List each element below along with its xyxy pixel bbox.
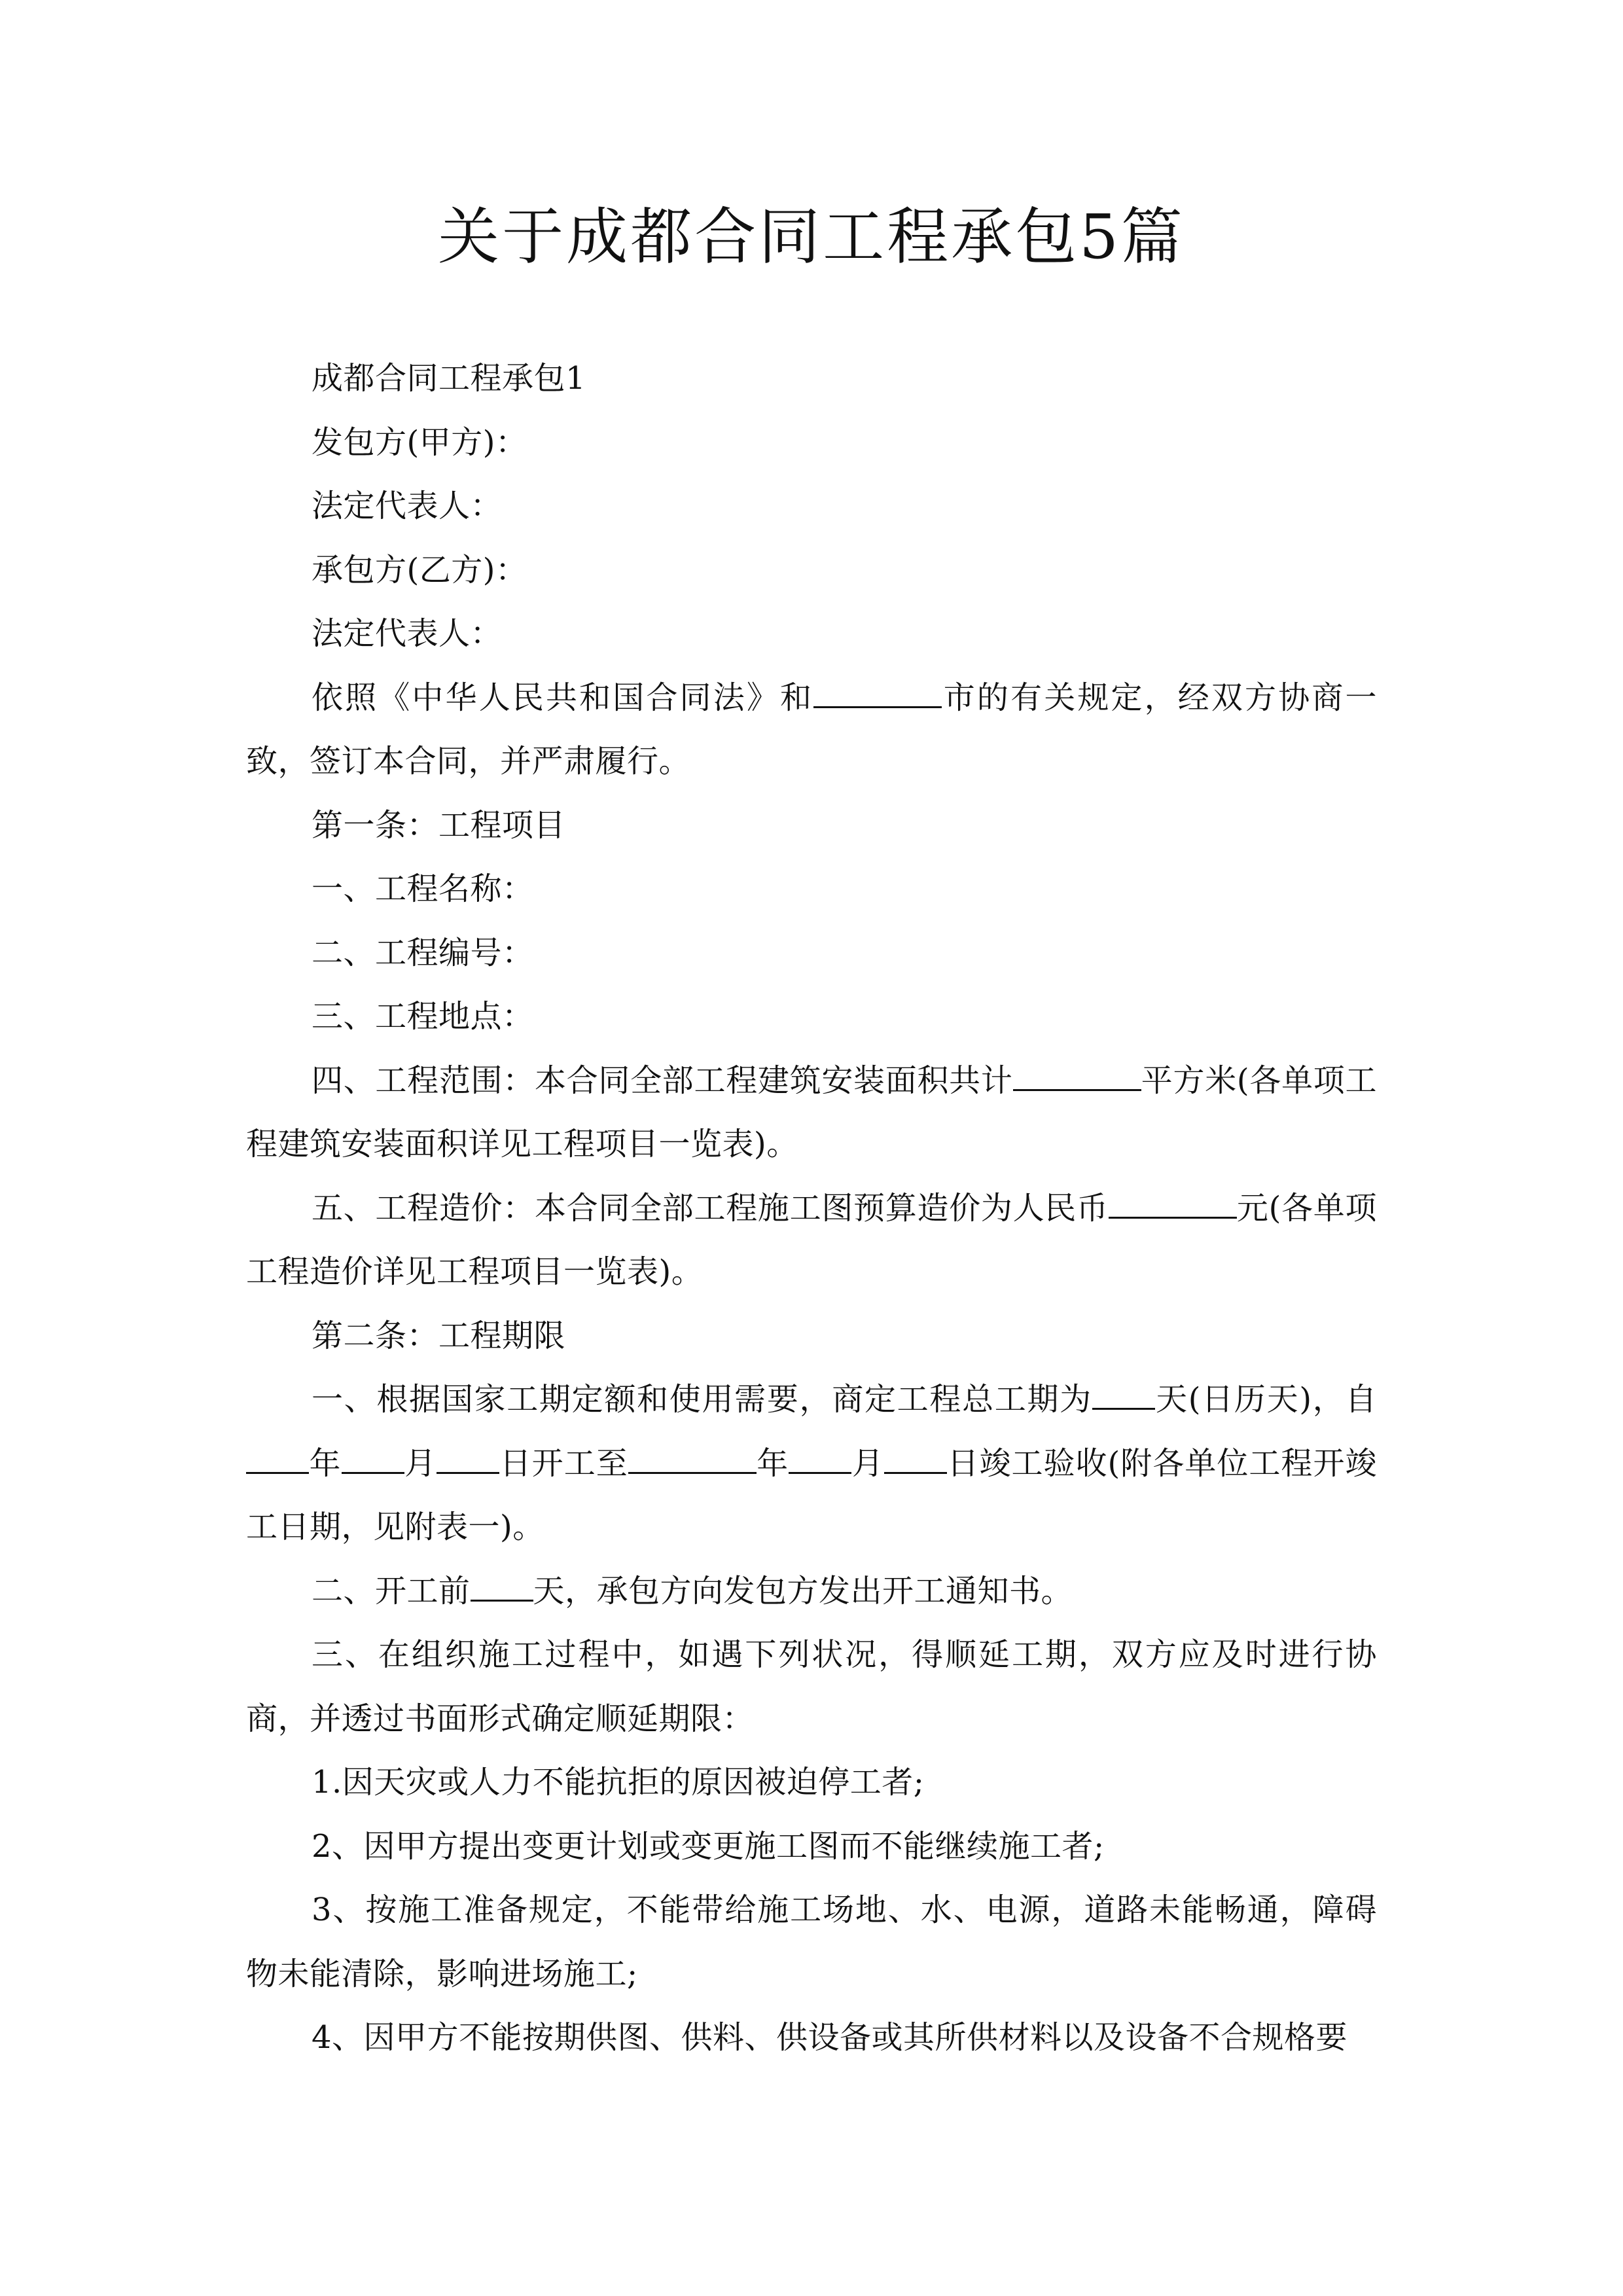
paragraph-text: 三、在组织施工过程中，如遇下列状况，得顺延工期，双方应及时进行协商，并透过书面形式确定顺延期限： xyxy=(246,1636,1377,1737)
paragraph-text: 二、开工前 xyxy=(312,1572,471,1609)
paragraph-text: 天(日历天)，自 xyxy=(1154,1381,1377,1418)
paragraph xyxy=(246,985,1377,1049)
fill-in-blank xyxy=(1109,1180,1237,1219)
paragraph xyxy=(246,666,1377,794)
paragraph-text: 发包方(甲方)： xyxy=(312,423,527,461)
paragraph xyxy=(246,539,1377,603)
fill-in-blank xyxy=(246,1435,309,1474)
fill-in-blank xyxy=(884,1435,947,1474)
paragraph-text: 二、工程编号： xyxy=(312,934,534,971)
paragraph-text: 年 xyxy=(309,1444,342,1482)
fill-in-blank xyxy=(789,1435,851,1474)
paragraph-text: 4、因甲方不能按期供图、供料、供设备或其所供材料以及设备不合规格要 xyxy=(312,2019,1348,2056)
fill-in-blank xyxy=(1013,1052,1141,1091)
paragraph-text: 元(各单项工程造价详见工程项目一览表)。 xyxy=(246,1189,1377,1290)
paragraph-text: 依照《中华人民共和国合同法》和 xyxy=(312,679,814,716)
paragraph xyxy=(246,1177,1377,1304)
paragraph xyxy=(246,1878,1377,2006)
paragraph-text: 五、工程造价：本合同全部工程施工图预算造价为人民币 xyxy=(312,1189,1109,1227)
paragraph xyxy=(246,922,1377,986)
paragraph xyxy=(246,1623,1377,1751)
fill-in-blank xyxy=(437,1435,499,1474)
paragraph xyxy=(246,602,1377,666)
fill-in-blank xyxy=(342,1435,404,1474)
paragraph xyxy=(246,2006,1377,2070)
paragraph xyxy=(246,347,1377,411)
paragraph-text: 市的有关规定，经双方协商一致，签订本合同，并严肃履行。 xyxy=(246,679,1377,780)
paragraph-text: 成都合同工程承包1 xyxy=(312,360,586,397)
paragraph-text: 2、因甲方提出变更计划或变更施工图而不能继续施工者; xyxy=(312,1827,1105,1865)
fill-in-blank xyxy=(471,1563,533,1602)
paragraph-text: 一、工程名称： xyxy=(312,870,534,907)
paragraph xyxy=(246,411,1377,475)
fill-in-blank xyxy=(1092,1371,1155,1410)
document-title: 关于成都合同工程承包5篇 xyxy=(438,202,1185,273)
paragraph-text: 日竣工验收(附各单位工程开竣工日期，见附表一)。 xyxy=(246,1444,1377,1545)
paragraph-text: 四、工程范围：本合同全部工程建筑安装面积共计 xyxy=(312,1062,1013,1099)
paragraph-text: 承包方(乙方)： xyxy=(312,551,527,588)
paragraph-text: 天，承包方向发包方发出开工通知书。 xyxy=(533,1572,1073,1609)
paragraph xyxy=(246,1049,1377,1177)
paragraph xyxy=(246,1304,1377,1369)
paragraph xyxy=(246,1560,1377,1624)
paragraph-text: 月 xyxy=(851,1444,884,1482)
paragraph xyxy=(246,1815,1377,1879)
paragraph-text: 3、按施工准备规定，不能带给施工场地、水、电源，道路未能畅通，障碍物未能清除，影响进场施工; xyxy=(246,1892,1377,1992)
paragraph-text: 三、工程地点： xyxy=(312,998,534,1035)
paragraph xyxy=(246,794,1377,858)
paragraph-text: 法定代表人： xyxy=(312,615,503,652)
paragraph xyxy=(246,1368,1377,1560)
paragraph-text: 1.因天灾或人力不能抗拒的原因被迫停工者; xyxy=(312,1764,925,1801)
paragraph-text: 日开工至 xyxy=(499,1444,628,1482)
paragraph-text: 平方米(各单项工程建筑安装面积详见工程项目一览表)。 xyxy=(246,1062,1377,1162)
paragraph-text: 第一条：工程项目 xyxy=(312,806,566,844)
paragraph xyxy=(246,1751,1377,1815)
paragraph-text: 年 xyxy=(756,1444,789,1482)
paragraph-text: 月 xyxy=(404,1444,437,1482)
paragraph-text: 第二条：工程期限 xyxy=(312,1317,566,1354)
paragraph-text: 法定代表人： xyxy=(312,488,503,524)
paragraph xyxy=(246,475,1377,539)
fill-in-blank xyxy=(813,670,942,708)
paragraph-text: 一、根据国家工期定额和使用需要，商定工程总工期为 xyxy=(312,1381,1092,1418)
fill-in-blank xyxy=(628,1435,757,1474)
paragraph xyxy=(246,857,1377,922)
document-body xyxy=(246,347,1377,2070)
